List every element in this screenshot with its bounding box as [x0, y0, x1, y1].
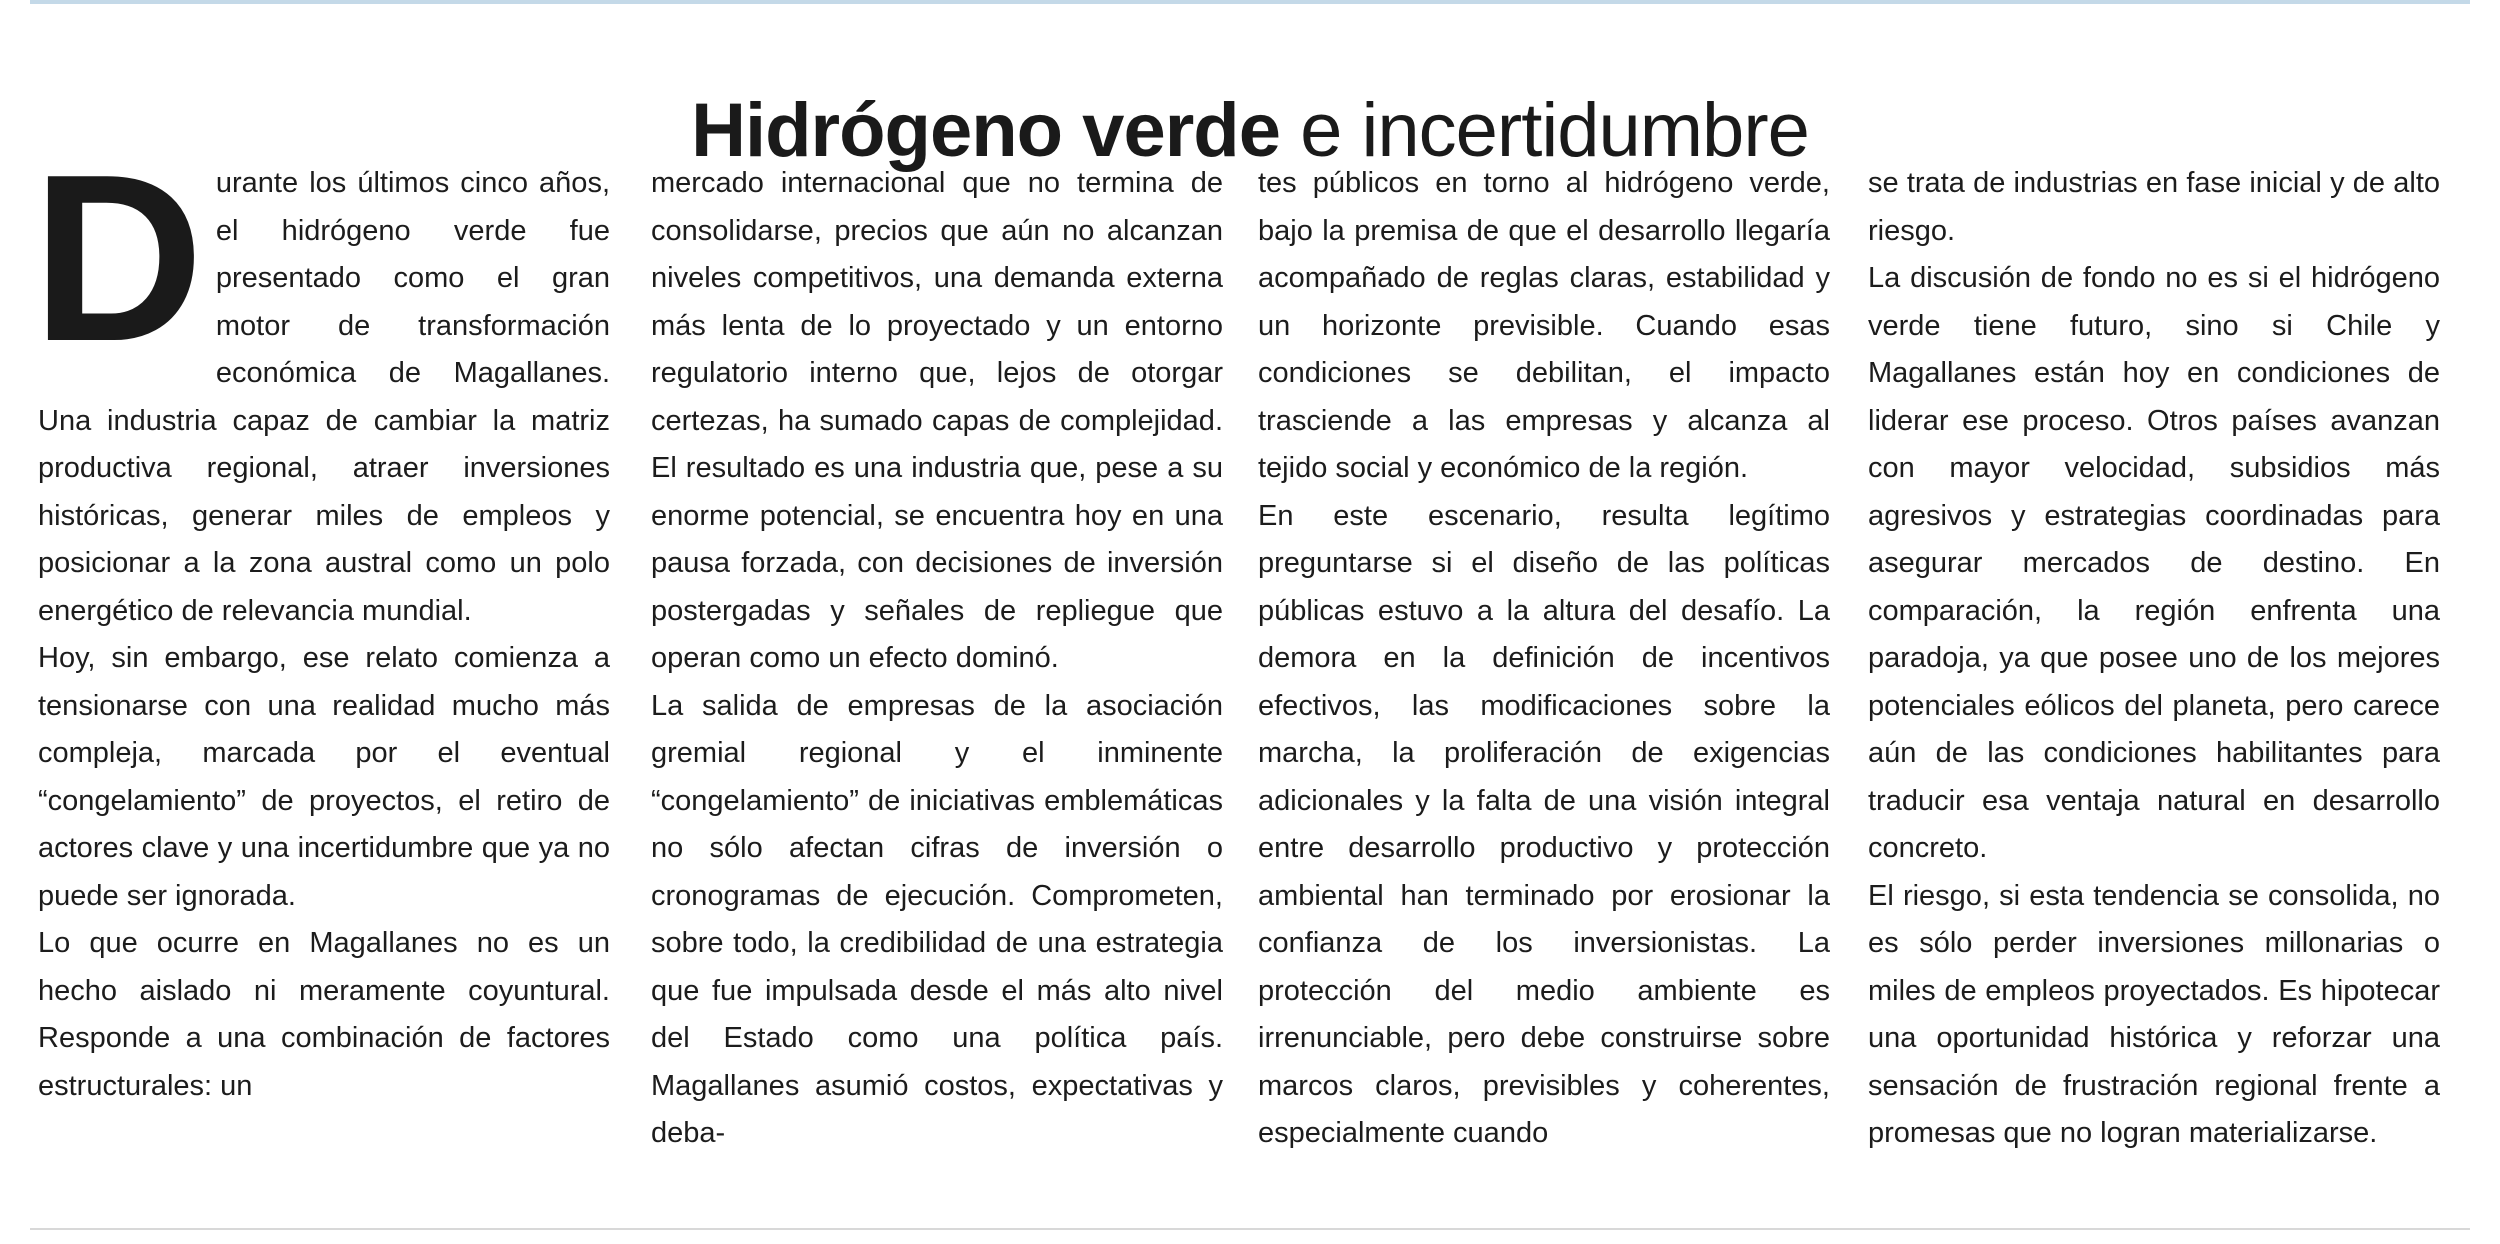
article-column-3 [1258, 160, 1830, 1158]
paragraph: se trata de industrias en fase inicial y de alto riesgo. [1868, 167, 2440, 247]
bottom-divider [30, 1228, 2470, 1230]
paragraph: urante los últimos cinco años, el hidrógeno verde fue presentado como el gran motor de transformación económica de Magallanes. Una industria capaz de cambiar la matriz productiva regional, atraer inversiones históricas, generar miles de empleos y posicionar a la zona austral como un polo energético de relevancia mundial. [38, 167, 610, 627]
paragraph: El riesgo, si esta tendencia se consolida, no es sólo perder inversiones millonarias o miles de empleos proyectados. Es hipotecar una oportunidad histórica y reforzar una sensación de frustración regional frente a promesas que no logran materializarse. [1868, 879, 2440, 1149]
headline-light-part: e incertidumbre [1279, 87, 1809, 173]
article-column-2 [651, 160, 1223, 1158]
drop-cap: D [32, 126, 204, 391]
paragraph: Hoy, sin embargo, ese relato comienza a tensionarse con una realidad mucho más compleja, marcada por el eventual “congelamiento” de proyectos, el retiro de actores clave y una incertidumbre que ya no puede ser ignorada. [38, 642, 610, 912]
paragraph: En este escenario, resulta legítimo preguntarse si el diseño de las políticas públicas estuvo a la altura del desafío. La demora en la definición de incentivos efectivos, las modificaciones sobre la marcha, la proliferación de exigencias adicionales y la falta de una visión integral entre desarrollo productivo y protección ambiental han terminado por erosionar la confianza de los inversionistas. La protección del medio ambiente es irrenunciable, pero debe construirse sobre marcos claros, previsibles y coherentes, especialmente cuando [1258, 499, 1830, 1149]
paragraph: mercado internacional que no termina de consolidarse, precios que aún no alcanzan niveles competitivos, una demanda externa más lenta de lo proyectado y un entorno regulatorio interno que, lejos de otorgar certezas, ha sumado capas de complejidad. El resultado es una industria que, pese a su enorme potencial, se encuentra hoy en una pausa forzada, con decisiones de inversión postergadas y señales de repliegue que operan como un efecto dominó. [651, 167, 1223, 674]
paragraph: Lo que ocurre en Magallanes no es un hecho aislado ni meramente coyuntural. Responde a una combinación de factores estructurales: un [38, 927, 610, 1102]
article-column-1 [32, 126, 610, 1110]
paragraph: La salida de empresas de la asociación gremial regional y el inminente “congelamiento” de iniciativas emblemáticas no sólo afectan cifras de inversión o cronogramas de ejecución. Comprometen, sobre todo, la credibilidad de una estrategia que fue impulsada desde el más alto nivel del Estado como una política país. Magallanes asumió costos, expectativas y deba- [651, 689, 1223, 1149]
paragraph: La discusión de fondo no es si el hidrógeno verde tiene futuro, sino si Chile y Magallanes están hoy en condiciones de liderar ese proceso. Otros países avanzan con mayor velocidad, subsidios más agresivos y estrategias coordinadas para asegurar mercados de destino. En comparación, la región enfrenta una paradoja, ya que posee uno de los mejores potenciales eólicos del planeta, pero carece aún de las condiciones habilitantes para traducir esa ventaja natural en desarrollo concreto. [1868, 262, 2440, 864]
headline-bold-part: Hidrógeno verde [691, 87, 1280, 173]
article-column-4 [1868, 160, 2440, 1158]
paragraph: tes públicos en torno al hidrógeno verde, bajo la premisa de que el desarrollo llegaría acompañado de reglas claras, estabilidad y un horizonte previsible. Cuando esas condiciones se debilitan, el impacto trasciende a las empresas y alcanza al tejido social y económico de la región. [1258, 167, 1830, 484]
top-divider [30, 0, 2470, 4]
